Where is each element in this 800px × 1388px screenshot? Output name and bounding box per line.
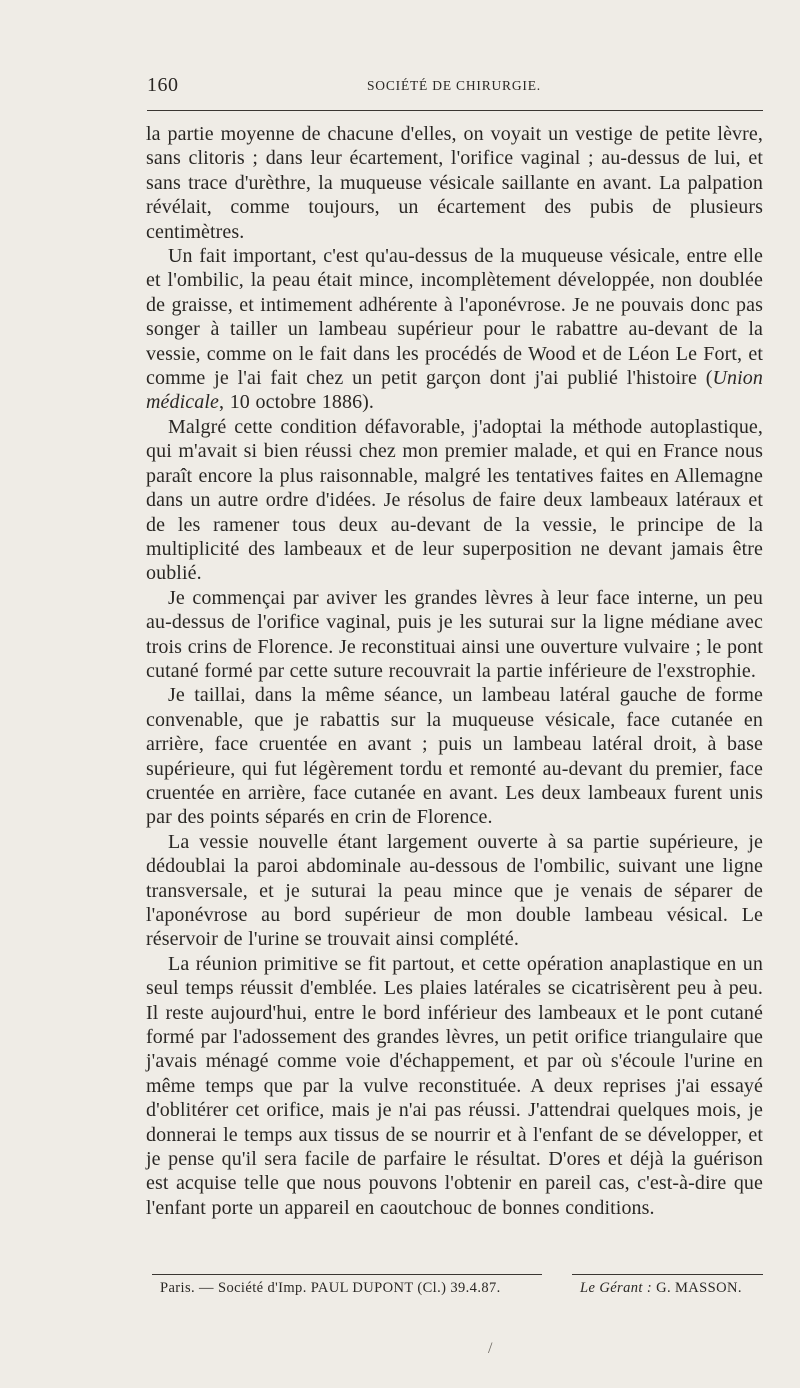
manager-label: Le Gérant : <box>580 1280 653 1296</box>
header-rule <box>147 110 763 111</box>
footer-rule-right <box>572 1274 763 1275</box>
publisher-manager <box>580 1280 742 1297</box>
page-number: 160 <box>147 74 179 96</box>
paragraph-2 <box>146 244 763 415</box>
paragraph-2-text-end: , 10 octobre 1886). <box>219 391 375 414</box>
printer-imprint: Paris. — Société d'Imp. PAUL DUPONT (Cl.) 39.4.87. <box>160 1280 501 1296</box>
stray-pencil-mark: / <box>488 1340 493 1357</box>
paragraph-2-text: Un fait important, c'est qu'au-dessus de la muqueuse vésicale, entre elle et l'ombilic, la peau était mince, incomplètement développée, non doublée de graisse, et intimement adhérente à l'aponévrose. Je ne pouvais donc pas songer à tailler un lambeau supérieur pour le rabattre au-devant de la vessie, comme on le fait dans les procédés de Wood et de Léon Le Fort, et comme je l'ai fait chez un petit garçon dont j'ai publié l'histoire ( <box>146 245 763 390</box>
paragraph-3 <box>146 415 763 586</box>
paragraph-5 <box>146 683 763 829</box>
journal-title: Union médicale <box>146 367 763 414</box>
paragraph-1 <box>146 122 763 244</box>
paragraph-4-text: Je commençai par aviver les grandes lèvres à leur face interne, un peu au-dessus de l'orifice vaginal, puis je les suturai sur la ligne médiane avec trois crins de Florence. Je reconstituai ainsi une ouverture vulvaire ; le pont cutané formé par cette suture recouvrait la partie inférieure de l'exstrophie. <box>146 586 763 682</box>
paragraph-7 <box>146 952 763 1220</box>
paragraph-4 <box>146 586 763 684</box>
body-text <box>146 122 763 1220</box>
paragraph-6 <box>146 830 763 952</box>
running-head: SOCIÉTÉ DE CHIRURGIE. <box>367 78 541 93</box>
footer-rule-left <box>152 1274 542 1275</box>
paragraph-1-text: la partie moyenne de chacune d'elles, on voyait un vestige de petite lèvre, sans clitoris ; dans leur écartement, l'orifice vaginal ; au-dessus de lui, et sans trace d'urèthre, la muqueuse vésicale saillante en avant. La palpation révélait, comme toujours, un écartement des pubis de plusieurs centimètres. <box>146 123 763 243</box>
footer-rules <box>152 1274 763 1278</box>
paragraph-7-text: La réunion primitive se fit partout, et cette opération anaplastique en un seul temps réussit d'emblée. Les plaies latérales se cicatrisèrent peu à peu. Il reste aujourd'hui, entre le bord inférieur des lambeaux et le pont cutané formé par l'adossement des grandes lèvres, un petit orifice triangulaire que j'avais ménagé comme voie d'échappement, et par où s'écoule l'urine en même temps que par la vulve reconstituée. A deux reprises j'ai essayé d'oblitérer cet orifice, mais je n'ai pas réussi. J'attendrai quelques mois, je donnerai le temps aux tissus de se nourrir et à l'enfant de se développer, et je pense qu'il sera facile de parfaire le résultat. D'ores et déjà la guérison est acquise telle que nous pouvons l'obtenir en pareil cas, c'est-à-dire que l'enfant porte un appareil en caoutchouc de bonnes conditions. <box>146 952 763 1219</box>
paragraph-5-text: Je taillai, dans la même séance, un lambeau latéral gauche de forme convenable, que je rabattis sur la muqueuse vésicale, face cutanée en arrière, face cruentée en avant ; puis un lambeau latéral droit, à base supérieure, qui fut légèrement tordu et remonté au-devant du premier, face cruentée en arrière, face cutanée en avant. Les deux lambeaux furent unis par des points séparés en crin de Florence. <box>146 684 763 829</box>
paragraph-3-text: Malgré cette condition défavorable, j'adoptai la méthode autoplastique, qui m'avait si bien réussi chez mon premier malade, et qui en France nous paraît encore la plus raisonnable, malgré les tentatives faites en Allemagne dans un autre ordre d'idées. Je résolus de faire deux lambeaux latéraux et de les ramener tous deux au-devant de la vessie, le principe de la multiplicité des lambeaux et de leur superposition ne devant jamais être oublié. <box>146 415 763 585</box>
paragraph-6-text: La vessie nouvelle étant largement ouverte à sa partie supérieure, je dédoublai la paroi abdominale au-dessous de l'ombilic, suivant une ligne transversale, et je suturai la peau mince que je venais de séparer de l'aponévrose au bord supérieur de mon double lambeau vésical. Le réservoir de l'urine se trouvait ainsi complété. <box>146 830 763 951</box>
manager-name: G. MASSON. <box>656 1280 742 1296</box>
page-header <box>147 74 763 100</box>
